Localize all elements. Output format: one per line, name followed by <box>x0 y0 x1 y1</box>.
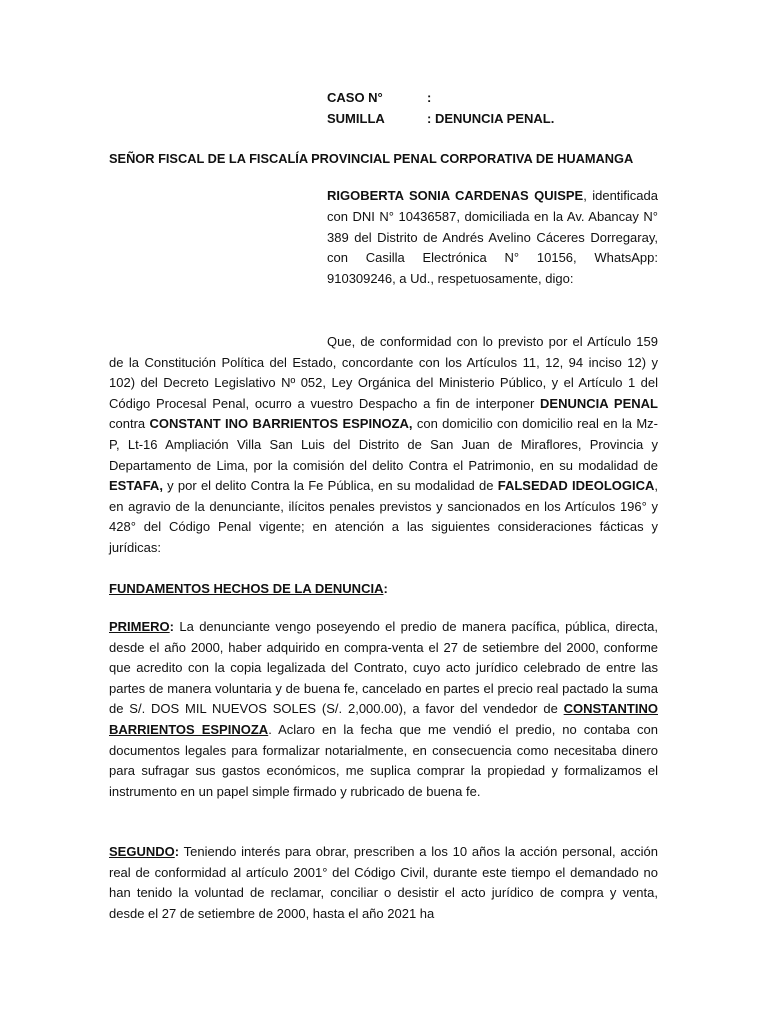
sumilla-label: SUMILLA <box>327 111 385 126</box>
addressee-heading: SEÑOR FISCAL DE LA FISCALÍA PROVINCIAL PENAL CORPORATIVA DE HUAMANGA <box>109 151 634 166</box>
para1-text-5: , en agravio de la denunciante, ilícitos penales previstos y sancionados en los Artículos 196° y 428° del Código Penal vigente; en atención a las siguientes consideraciones fácticas y jurídicas: <box>109 478 658 555</box>
segundo-label: SEGUNDO <box>109 844 175 859</box>
complaint-type: DENUNCIA PENAL <box>540 395 658 411</box>
primero-text-1: La denunciante vengo poseyendo el predio de manera pacífica, pública, directa, desde el año 2000, haber adquirido en compra-venta el 27 de setiembre del 2000, conforme que acredito con la copia legalizada del Contrato, cuyo acto jurídico celebrado de entre las partes de manera voluntaria y de buena fe, cancelado en partes el precio real pactado la suma de S/. DOS MIL NUEVOS SOLES (S/. 2,000.00), a favor del vendedor de <box>109 619 658 717</box>
complaint-paragraph <box>109 332 658 559</box>
sumilla-value: : DENUNCIA PENAL. <box>427 111 555 126</box>
caso-line <box>327 90 431 105</box>
para1-text-3: con domicilio con domicilio real en la Mz-P, Lt-16 Ampliación Villa San Luis del Distrito de San Juan de Miraflores, Provincia y Departamento de Lima, por la comisión del delito Contra el Patrimonio, en su modalidad de <box>109 416 658 473</box>
caso-label: CASO N° <box>327 90 383 105</box>
section-heading <box>109 579 658 600</box>
accused-name: CONSTANT INO BARRIENTOS ESPINOZA, <box>149 416 413 432</box>
primero-label: PRIMERO <box>109 619 170 634</box>
para1-text-1: Que, de conformidad con lo previsto por el Artículo 159 de la Constitución Política del Estado, concordante con los Artículos 11, 12, 94 inciso 12) y 102) del Decreto Legislativo Nº 052, Ley Orgánica del Ministerio Público, y el Artículo 1 del Código Procesal Penal, ocurro a vuestro Despacho a fin de interponer <box>109 334 658 411</box>
section-colon: : <box>383 581 388 596</box>
primero-colon: : <box>169 619 175 634</box>
petitioner-intro <box>327 186 658 290</box>
segundo-text-1: Teniendo interés para obrar, prescriben a los 10 años la acción personal, acción real de conformidad al artículo 2001° del Código Civil, durante este tiempo el demandado no han tenido la voluntad de reclamar, conciliar o desistir el acto jurídico de compra y venta, desde el 27 de setiembre de 2000, hasta el año 2021 ha <box>109 844 658 921</box>
sumilla-line <box>327 111 554 126</box>
primero-paragraph <box>109 617 658 802</box>
segundo-colon: : <box>174 844 180 859</box>
seller-name: CONSTANTINO BARRIENTOS ESPINOZA <box>109 701 658 737</box>
section-title: FUNDAMENTOS HECHOS DE LA DENUNCIA <box>109 581 384 596</box>
caso-value: : <box>427 90 432 105</box>
para1-text-2: contra <box>109 416 150 432</box>
segundo-paragraph <box>109 842 658 924</box>
crime-falsedad: FALSEDAD IDEOLOGICA <box>497 478 655 494</box>
para1-text-4: y por el delito Contra la Fe Pública, en su modalidad de <box>162 478 498 494</box>
primero-text-2: . Aclaro en la fecha que me vendió el predio, no contaba con documentos legales para formalizar notarialmente, en consecuencia como necesitaba dinero para sufragar sus gastos económicos, me suplica comprar la propiedad y formalizamos el instrumento en un papel simple firmado y rubricado de buena fe. <box>109 721 659 799</box>
crime-estafa: ESTAFA, <box>109 478 163 494</box>
petitioner-name: RIGOBERTA SONIA CARDENAS QUISPE <box>327 188 584 203</box>
petitioner-details: , identificada con DNI N° 10436587, domiciliada en la Av. Abancay N° 389 del Distrito de Andrés Avelino Cáceres Dorregaray, con Casilla Electrónica N° 10156, WhatsApp: 910309246, a Ud., respetuosamente, digo: <box>327 188 658 287</box>
